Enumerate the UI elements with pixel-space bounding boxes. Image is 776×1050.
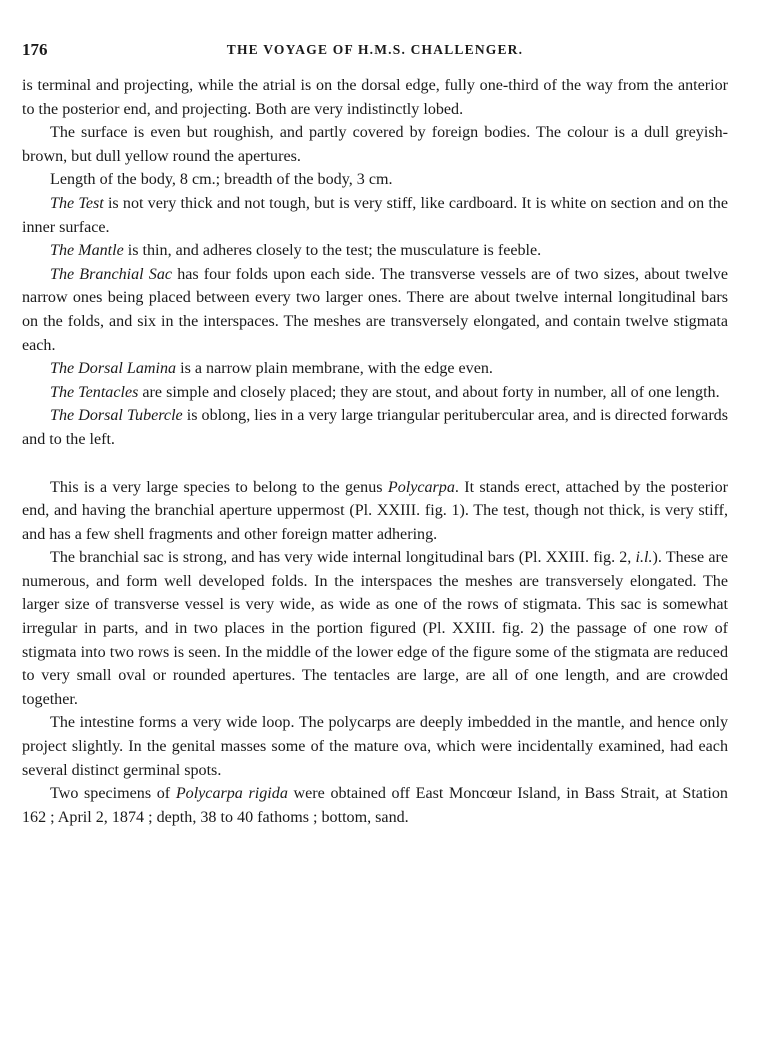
text-branchial-remarks-b: ). These are numerous, and form well developed folds. In the interspaces the meshes are transversely elongated. The larger size of transverse vessel is very wide, as wide as one of the rows of stigmata. This sac is somewhat irregular in parts, and in two places in the portion figured (Pl. XXIII. fig. 2) the passage of one row of stigmata into two rows is seen. In the middle of the lower edge of the figure some of the stigmata are reduced to very small oval or rounded apertures. The tentacles are large, are all of one length, and are crowded together. xyxy=(22,549,728,708)
term-test: The Test xyxy=(50,194,104,212)
term-tentacles: The Tentacles xyxy=(50,383,139,401)
paragraph-dorsal-lamina xyxy=(22,357,728,381)
paragraph-branchial-remarks xyxy=(22,546,728,711)
term-dorsal-tubercle: The Dorsal Tubercle xyxy=(50,407,183,425)
section-gap xyxy=(22,452,728,476)
figure-abbreviation: i.l. xyxy=(635,549,653,567)
text-tentacles: are simple and closely placed; they are stout, and about forty in number, all of one length. xyxy=(138,383,720,401)
paragraph-test xyxy=(22,192,728,239)
paragraph-tentacles xyxy=(22,381,728,405)
paragraph-branchial-sac xyxy=(22,263,728,357)
term-branchial-sac: The Branchial Sac xyxy=(50,265,173,283)
running-title: THE VOYAGE OF H.M.S. CHALLENGER. xyxy=(226,42,524,57)
page-number: 176 xyxy=(22,40,48,59)
page xyxy=(22,40,728,829)
paragraph-dimensions: Length of the body, 8 cm.; breadth of the body, 3 cm. xyxy=(50,171,393,189)
paragraph-surface: The surface is even but roughish, and partly covered by foreign bodies. The colour is a dull greyish-brown, but dull yellow round the apertures. xyxy=(22,124,728,165)
text-locality-a: Two specimens of xyxy=(50,785,176,803)
genus-name: Polycarpa xyxy=(387,478,455,496)
species-name: Polycarpa rigida xyxy=(175,785,288,803)
page-header xyxy=(22,40,728,68)
text-mantle: is thin, and adheres closely to the test; the musculature is feeble. xyxy=(123,242,542,260)
text-species-remarks-a: This is a very large species to belong to the genus xyxy=(50,478,388,496)
text-dorsal-lamina: is a narrow plain membrane, with the edge even. xyxy=(176,360,493,378)
text-test: is not very thick and not tough, but is very stiff, like cardboard. It is white on section and on the inner surface. xyxy=(22,194,728,236)
paragraph-locality xyxy=(22,782,728,829)
text-species-remarks-b: . It stands erect, attached by the posterior end, and having the branchial aperture uppermost (Pl. XXIII. fig. 1). The test, though not thick, is very stiff, and has a few shell fragments and other foreign matter adhering. xyxy=(22,478,728,543)
paragraph-dorsal-tubercle xyxy=(22,404,728,451)
text-locality-b: were obtained off East Moncœur Island, in Bass Strait, at Station 162 ; April 2, 1874 ; depth, 38 to 40 fathoms ; bottom, sand. xyxy=(22,785,728,826)
text-branchial-sac: has four folds upon each side. The transverse vessels are of two sizes, about twelve narrow ones being placed between every two larger ones. There are about twelve internal longitudinal bars on the folds, and six in the interspaces. The meshes are transversely elongated, and contain twelve stigmata each. xyxy=(22,265,728,354)
term-mantle: The Mantle xyxy=(50,242,124,260)
paragraph-intestine: The intestine forms a very wide loop. The polycarps are deeply imbedded in the mantle, and hence only project slightly. In the genital masses some of the mature ova, which were incidentally examined, had each several distinct germinal spots. xyxy=(22,714,728,779)
body-text xyxy=(22,74,728,829)
paragraph-species-remarks xyxy=(22,476,728,547)
term-dorsal-lamina: The Dorsal Lamina xyxy=(50,360,177,378)
text-dorsal-tubercle: is oblong, lies in a very large triangular peritubercular area, and is directed forwards and to the left. xyxy=(22,407,728,448)
paragraph-mantle xyxy=(22,239,728,263)
text-branchial-remarks-a: The branchial sac is strong, and has very wide internal longitudinal bars (Pl. XXIII. fig. 2, xyxy=(50,549,636,567)
paragraph-apertures: is terminal and projecting, while the atrial is on the dorsal edge, fully one-third of the way from the anterior to the posterior end, and projecting. Both are very indistinctly lobed. xyxy=(22,77,728,118)
